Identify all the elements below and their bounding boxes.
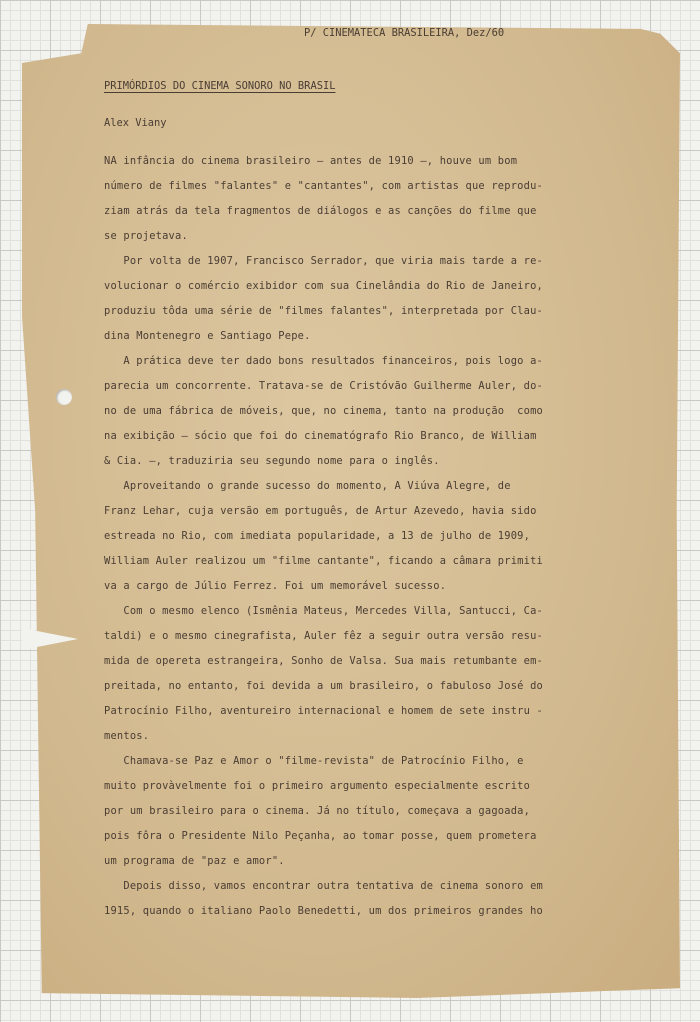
text-line: NA infância do cinema brasileiro — antes de 1910 —, houve um bom bbox=[104, 155, 518, 167]
text-line: pois fôra o Presidente Nilo Peçanha, ao tomar posse, quem prometera bbox=[104, 830, 537, 842]
text-line: se projetava. bbox=[104, 230, 188, 242]
text-line: estreada no Rio, com imediata popularidade, a 13 de julho de 1909, bbox=[104, 530, 531, 542]
text-line: muito provàvelmente foi o primeiro argumento especialmente escrito bbox=[104, 780, 531, 792]
text-line: um programa de "paz e amor". bbox=[104, 855, 285, 867]
document-header: P/ CINEMATECA BRASILEIRA, Dez/60 bbox=[304, 27, 505, 39]
punch-hole bbox=[56, 389, 72, 405]
text-line: preitada, no entanto, foi devida a um brasileiro, o fabuloso José do bbox=[104, 680, 543, 692]
text-line: produziu tôda uma série de "filmes falantes", interpretada por Clau- bbox=[104, 305, 543, 317]
text-line: Aproveitando o grande sucesso do momento, A Viúva Alegre, de bbox=[104, 480, 511, 492]
text-line: Com o mesmo elenco (Ismênia Mateus, Mercedes Villa, Santucci, Ca- bbox=[104, 605, 543, 617]
document-title: PRIMÓRDIOS DO CINEMA SONORO NO BRASIL bbox=[104, 80, 336, 92]
text-line: na exibição — sócio que foi do cinematógrafo Rio Branco, de William bbox=[104, 430, 537, 442]
text-line: volucionar o comércio exibidor com sua Cinelândia do Rio de Janeiro, bbox=[104, 280, 543, 292]
text-line: va a cargo de Júlio Ferrez. Foi um memorável sucesso. bbox=[104, 580, 447, 592]
text-line: parecia um concorrente. Tratava-se de Cristóvão Guilherme Auler, do- bbox=[104, 380, 543, 392]
text-line: 1915, quando o italiano Paolo Benedetti, um dos primeiros grandes ho bbox=[104, 905, 543, 917]
text-line: por um brasileiro para o cinema. Já no título, começava a gagoada, bbox=[104, 805, 531, 817]
text-line: mida de opereta estrangeira, Sonho de Valsa. Sua mais retumbante em- bbox=[104, 655, 543, 667]
document-body bbox=[104, 0, 644, 917]
text-line: mentos. bbox=[104, 730, 150, 742]
text-line: Franz Lehar, cuja versão em português, de Artur Azevedo, havia sido bbox=[104, 505, 537, 517]
text-line: A prática deve ter dado bons resultados financeiros, pois logo a- bbox=[104, 355, 543, 367]
text-line: ziam atrás da tela fragmentos de diálogos e as canções do filme que bbox=[104, 205, 537, 217]
text-line: Por volta de 1907, Francisco Serrador, que viria mais tarde a re- bbox=[104, 255, 543, 267]
text-line: no de uma fábrica de móveis, que, no cinema, tanto na produção como bbox=[104, 405, 543, 417]
text-line: número de filmes "falantes" e "cantantes", com artistas que reprodu- bbox=[104, 180, 543, 192]
text-line: dina Montenegro e Santiago Pepe. bbox=[104, 330, 311, 342]
text-line: Chamava-se Paz e Amor o "filme-revista" de Patrocínio Filho, e bbox=[104, 755, 524, 767]
text-line: taldi) e o mesmo cinegrafista, Auler fêz a seguir outra versão resu- bbox=[104, 630, 543, 642]
text-line: & Cia. —, traduziria seu segundo nome para o inglês. bbox=[104, 455, 440, 467]
text-line: Patrocínio Filho, aventureiro internacional e homem de sete instru - bbox=[104, 705, 543, 717]
document-author: Alex Viany bbox=[104, 117, 167, 129]
text-line: William Auler realizou um "filme cantante", ficando a câmara primiti bbox=[104, 555, 543, 567]
text-line: Depois disso, vamos encontrar outra tentativa de cinema sonoro em bbox=[104, 880, 543, 892]
